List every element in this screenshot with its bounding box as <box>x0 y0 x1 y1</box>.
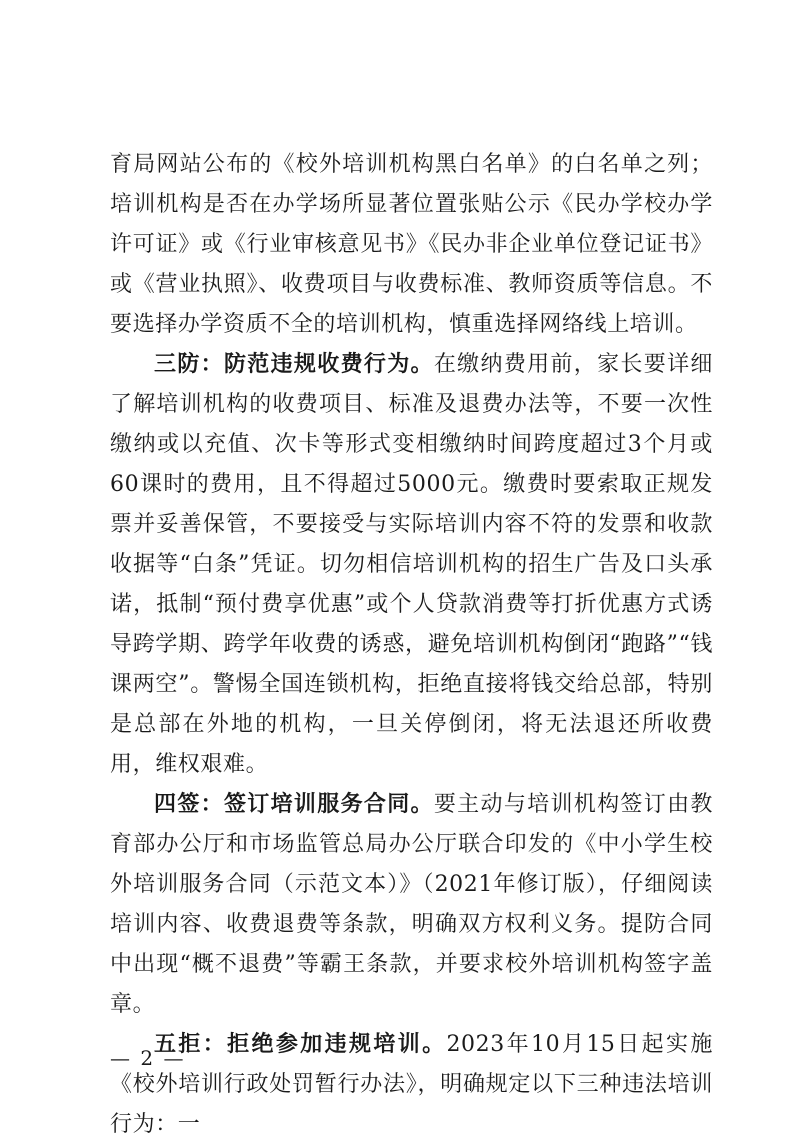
paragraph-continuation <box>110 145 713 345</box>
paragraph-three-prevent <box>110 345 713 785</box>
paragraph-five-refuse <box>110 1025 713 1145</box>
paragraph-heading: 三防：防范违规收费行为。 <box>154 352 434 377</box>
page-number: — 2 — <box>110 1046 186 1070</box>
paragraph-heading: 四签：签订培训服务合同。 <box>154 792 434 817</box>
paragraph-four-sign <box>110 785 713 1025</box>
paragraph-text: 要主动与培训机构签订由教育部办公厅和市场监管总局办公厅联合印发的《中小学生校外培训服务合同（示范文本）》（2021年修订版），仔细阅读培训内容、收费退费等条款，明确双方权利义务。提防合同中出现“概不退费”等霸王条款，并要求校外培训机构签字盖章。 <box>110 792 713 1017</box>
paragraph-text: 在缴纳费用前，家长要详细了解培训机构的收费项目、标准及退费办法等，不要一次性缴纳或以充值、次卡等形式变相缴纳时间跨度超过3个月或60课时的费用，且不得超过5000元。缴费时要索取正规发票并妥善保管，不要接受与实际培训内容不符的发票和收款收据等“白条”凭证。切勿相信培训机构的招生广告及口头承诺，抵制“预付费享优惠”或个人贷款消费等打折优惠方式诱导跨学期、跨学年收费的诱惑，避免培训机构倒闭“跑路”“钱课两空”。警惕全国连锁机构，拒绝直接将钱交给总部，特别是总部在外地的机构，一旦关停倒闭，将无法退还所收费用，维权艰难。 <box>110 352 713 777</box>
paragraph-text: 育局网站公布的《校外培训机构黑白名单》的白名单之列；培训机构是否在办学场所显著位置张贴公示《民办学校办学许可证》或《行业审核意见书》《民办非企业单位登记证书》或《营业执照》、收费项目与收费标准、教师资质等信息。不要选择办学资质不全的培训机构，慎重选择网络线上培训。 <box>110 152 713 337</box>
body-text <box>110 145 713 1145</box>
paragraph-heading: 五拒：拒绝参加违规培训。 <box>154 1032 447 1057</box>
paragraph-text: 2023年10月15日起实施《校外培训行政处罚暂行办法》，明确规定以下三种违法培训行为：一 <box>110 1032 713 1137</box>
